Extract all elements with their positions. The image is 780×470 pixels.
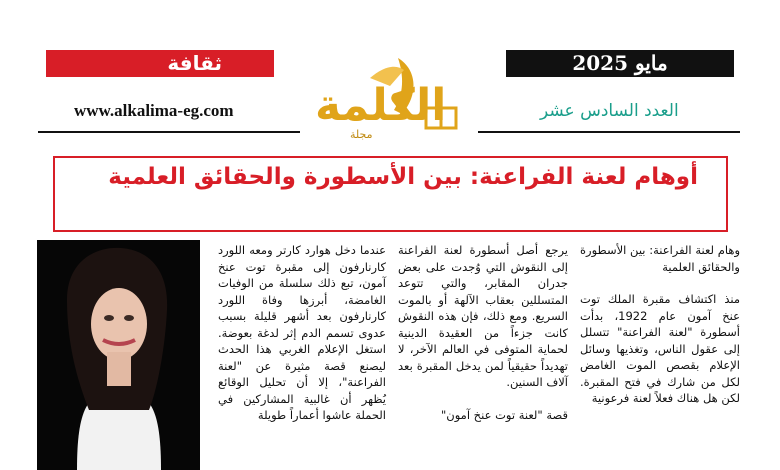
date-bar: مايو 2025 [506, 50, 734, 77]
column-2-paragraph-1: يرجع أصل أسطورة لعنة الفراعنة إلى النقوش التي وُجدت على بعض جدران المقابر، والتي تتوعد المتسللين بعقاب الآلهة أو بالموت السريع. ومع ذلك، فإن هذه النقوش كانت جزءاً من العقيدة الدينية لحماية المتوفى في العالم الآخر، لا تهديداً حقيقياً لمن يدخل المقبرة بعد آلاف السنين. [398, 243, 568, 389]
article-column-2 [398, 242, 568, 439]
logo-wordmark: الكلمة [315, 80, 447, 131]
article-headline: أوهام لعنة الفراعنة: بين الأسطورة والحقائق العلمية [108, 164, 698, 190]
article-column-1 [580, 242, 740, 423]
column-1-paragraph-2: منذ اكتشاف مقبرة الملك توت عنخ آمون عام 1922، بدأت أسطورة "لعنة الفراعنة" تتسلل إلى عقول الناس، وتغذيها وسائل الإعلام بقصص الموت الغامض لكل من شارك في فتح المقبرة. لكن هل هناك فعلاً لعنة فرعونية [580, 292, 740, 405]
website-url[interactable]: www.alkalima-eg.com [74, 101, 234, 120]
column-3-paragraph-1: عندما دخل هوارد كارتر ومعه اللورد كارنارفون إلى مقبرة توت عنخ آمون، تبع ذلك سلسلة من الوفيات الغامضة، أبرزها وفاة اللورد كارنارفون بعد أشهر قليلة بسبب عدوى تسمم الدم إثر لدغة بعوضة. استغل الإعلام الغربي هذا الحدث ليصنع قصة مثيرة عن "لعنة الفراعنة"، إلا أن تحليل الوقائع يُظهر أن غالبية المشاركين في الحملة عاشوا أعماراً طويلة [218, 243, 386, 422]
author-photo [37, 240, 200, 470]
left-rule [38, 131, 300, 133]
right-rule [478, 131, 740, 133]
column-2-subheading: قصة "لعنة توت عنخ آمون" [441, 407, 568, 422]
column-1-paragraph-1: وهام لعنة الفراعنة: بين الأسطورة والحقائق العلمية [580, 243, 740, 274]
issue-number: العدد السادس عشر [540, 101, 679, 121]
logo-subtitle: مجلة [350, 128, 373, 141]
section-label-bar: ثقافة [46, 50, 274, 77]
article-column-3 [218, 242, 386, 440]
